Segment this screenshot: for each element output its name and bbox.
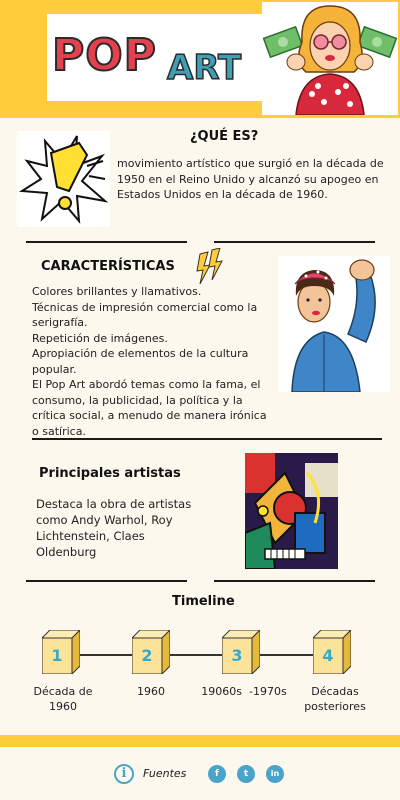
what-is-title: ¿QUÉ ES? <box>190 129 259 144</box>
divider-right <box>214 241 375 243</box>
feature-item: Apropiación de elementos de la cultura popular. <box>32 347 249 376</box>
timeline-node-2 <box>132 630 170 674</box>
comic-explosion-illustration <box>17 131 110 227</box>
artists-text: Destaca la obra de artistas como Andy Warhol, Roy Lichtenstein, Claes Oldenburg <box>36 497 192 559</box>
facebook-icon[interactable]: f <box>208 765 226 783</box>
features-list <box>32 284 272 439</box>
timeline-number: 4 <box>322 646 334 665</box>
sources-label[interactable]: Fuentes <box>143 767 187 780</box>
timeline-line <box>60 654 340 656</box>
pop-art-woman-illustration <box>262 2 398 115</box>
timeline-label-2: 1960 <box>137 685 165 698</box>
rosie-riveter-illustration <box>278 256 390 392</box>
timeline-title: Timeline <box>172 594 235 609</box>
timeline-label-1: Década de 1960 <box>33 685 93 713</box>
footer-band <box>0 735 400 747</box>
divider-left <box>26 241 187 243</box>
timeline-node-3 <box>222 630 260 674</box>
timeline-node-4 <box>313 630 351 674</box>
what-is-text: movimiento artístico que surgió en la década de 1950 en el Reino Unido y alcanzó su apogeo en Estados Unidos en la década de 1960. <box>117 157 384 201</box>
artists-title: Principales artistas <box>39 466 181 481</box>
divider-full <box>32 438 382 440</box>
feature-item: Repetición de imágenes. <box>32 331 168 345</box>
title-box <box>47 14 262 101</box>
pop-art-painting-illustration <box>245 453 338 569</box>
linkedin-icon[interactable]: in <box>266 765 284 783</box>
divider-right-2 <box>214 580 375 582</box>
lightning-bolts-icon <box>194 248 224 288</box>
feature-item: Colores brillantes y llamativos. <box>32 285 202 298</box>
footer <box>0 747 400 800</box>
info-icon[interactable]: i <box>114 764 134 784</box>
divider-left-2 <box>26 580 187 582</box>
feature-item: Técnicas de impresión comercial como la serigrafía. <box>32 300 258 329</box>
title-pop: POP <box>52 30 157 81</box>
timeline-label-4: Décadas posteriores <box>304 685 366 713</box>
twitter-icon[interactable]: t <box>237 765 255 783</box>
timeline-number: 3 <box>231 646 243 665</box>
timeline-number: 2 <box>141 646 153 665</box>
title-art: ART <box>167 48 242 88</box>
feature-item: El Pop Art abordó temas como la fama, el consumo, la publicidad, la política y la crítica social, a menudo de manera irónica o satírica. <box>32 378 267 438</box>
timeline-label-3: 19060s -1970s <box>201 685 287 698</box>
timeline-number: 1 <box>51 646 63 665</box>
timeline-node-1 <box>42 630 80 674</box>
features-title: CARACTERÍSTICAS <box>41 259 175 274</box>
